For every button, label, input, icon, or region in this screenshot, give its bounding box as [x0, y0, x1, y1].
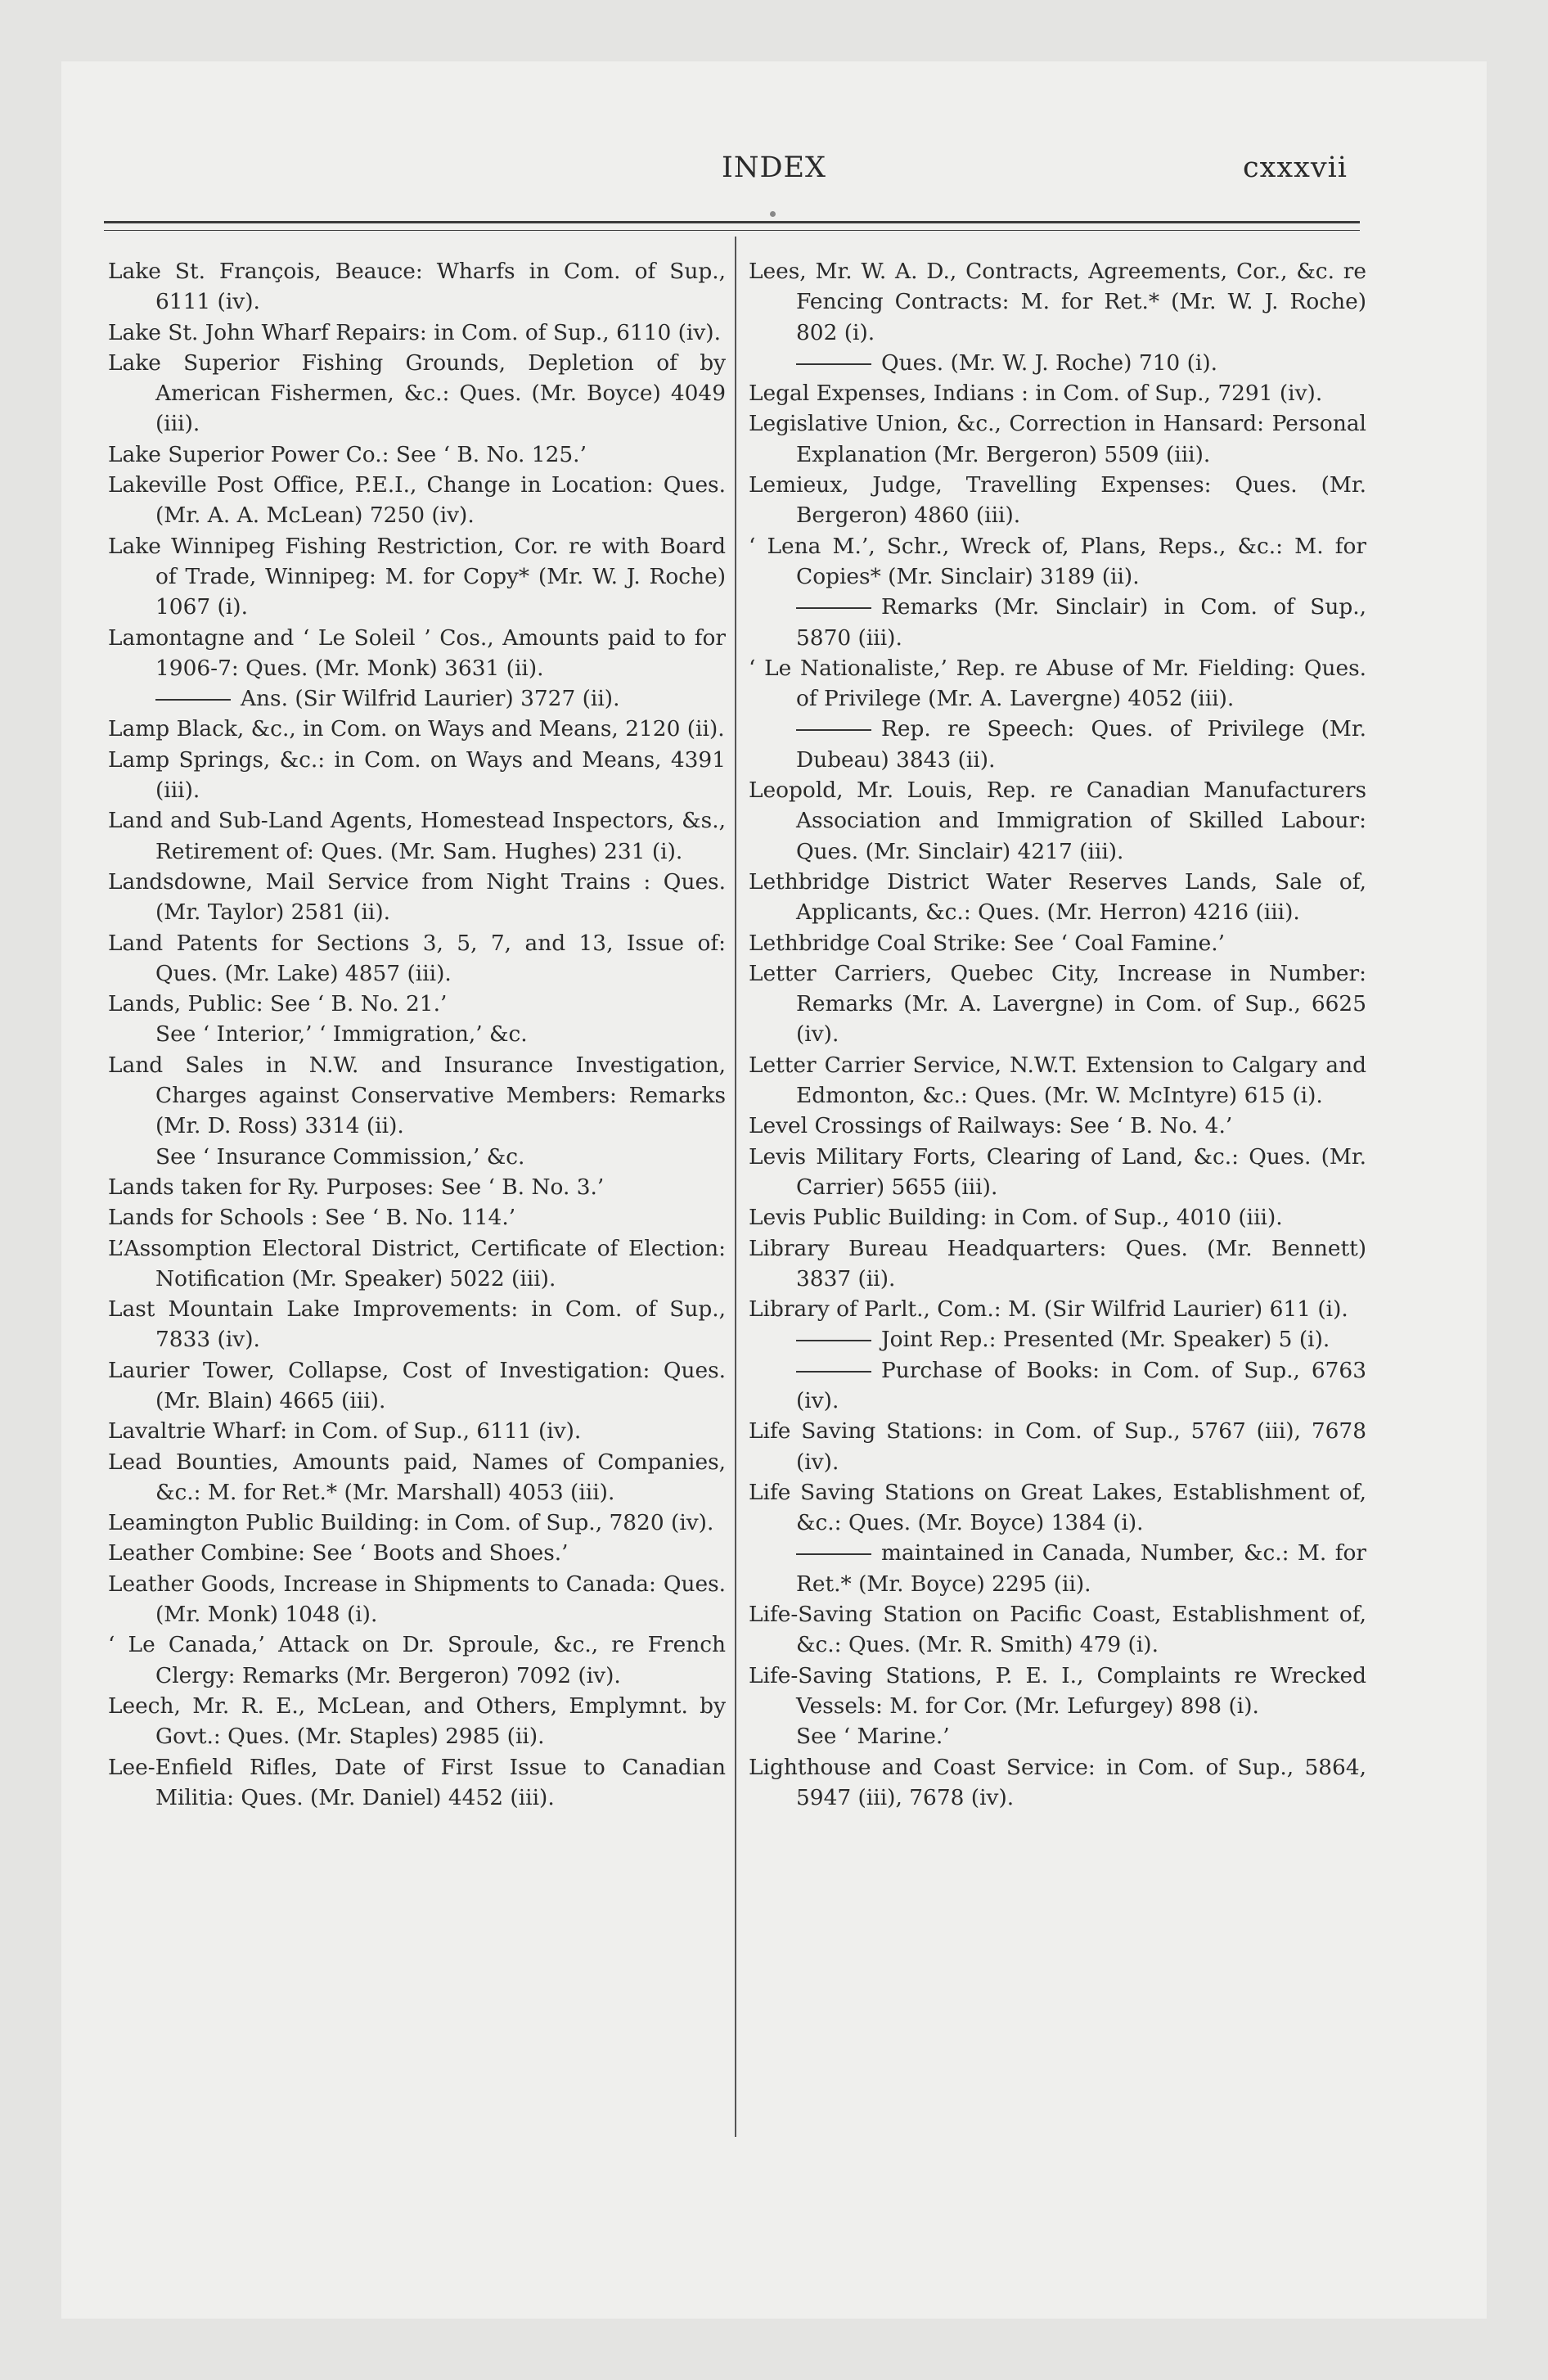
index-entry	[108, 683, 726, 714]
index-entry	[108, 714, 726, 744]
index-entry-text: Joint Rep.: Presented (Mr. Speaker) 5 (i).	[881, 1327, 1330, 1353]
index-entry-text: Letter Carrier Service, N.W.T. Extension to Calgary and Edmonton, &c.: Ques. (Mr. W. McIntyre) 615 (i).	[749, 1052, 1366, 1109]
index-entry-text: Lamp Springs, &c.: in Com. on Ways and Means, 4391 (iii).	[108, 746, 726, 804]
index-entry	[108, 1691, 726, 1752]
ditto-dash	[796, 1371, 871, 1373]
index-entry-text: Level Crossings of Railways: See ‘ B. No. 4.’	[749, 1113, 1233, 1139]
index-entry	[749, 1538, 1366, 1599]
right-column	[749, 256, 1366, 1813]
index-entry	[749, 928, 1366, 958]
index-entry-text: Leopold, Mr. Louis, Rep. re Canadian Manufacturers Association and Immigration of Skilled Labour: Ques. (Mr. Sinclair) 4217 (iii).	[749, 778, 1366, 864]
index-entry	[108, 1508, 726, 1538]
index-entry-text: Land and Sub-Land Agents, Homestead Inspectors, &s., Retirement of: Ques. (Mr. Sam. Hughes) 231 (i).	[108, 808, 726, 864]
column-divider	[735, 237, 736, 2137]
index-entry	[108, 531, 726, 623]
index-entry	[108, 1538, 726, 1568]
index-entry	[108, 805, 726, 867]
index-entry-text: Lighthouse and Coast Service: in Com. of Sup., 5864, 5947 (iii), 7678 (iv).	[749, 1754, 1366, 1810]
index-entry-text: Legislative Union, &c., Correction in Hansard: Personal Explanation (Mr. Bergeron) 5509 (iii).	[749, 411, 1366, 467]
index-entry-text: Life Saving Stations: in Com. of Sup., 5767 (iii), 7678 (iv).	[749, 1418, 1366, 1475]
index-entry	[749, 408, 1366, 470]
index-entry	[108, 1569, 726, 1630]
index-entry-text: Lands for Schools : See ‘ B. No. 114.’	[108, 1205, 516, 1231]
index-entry	[108, 623, 726, 684]
index-entry-text: Leather Goods, Increase in Shipments to Canada: Ques. (Mr. Monk) 1048 (i).	[108, 1571, 726, 1628]
index-entry-text: Lake Superior Fishing Grounds, Depletion of by American Fishermen, &c.: Ques. (Mr. Boyce) 4049 (iii).	[108, 349, 726, 437]
index-entry-text: Remarks (Mr. Sinclair) in Com. of Sup., 5870 (iii).	[796, 594, 1366, 651]
index-entry	[749, 378, 1366, 408]
index-entry	[108, 1142, 726, 1172]
index-entry	[749, 653, 1366, 714]
index-entry	[108, 318, 726, 348]
index-entry	[108, 1233, 726, 1295]
index-entry	[749, 1324, 1366, 1355]
index-page	[61, 61, 1487, 2319]
index-entry	[749, 1721, 1366, 1751]
index-entry-text: Library Bureau Headquarters: Ques. (Mr. Bennett) 3837 (ii).	[749, 1235, 1366, 1291]
index-entry-text: Levis Public Building: in Com. of Sup., 4010 (iii).	[749, 1205, 1283, 1231]
index-entry	[749, 1661, 1366, 1722]
index-entry-text: Ans. (Sir Wilfrid Laurier) 3727 (ii).	[241, 686, 620, 712]
index-entry	[108, 439, 726, 470]
index-entry-text: Leamington Public Building: in Com. of Sup., 7820 (iv).	[108, 1510, 714, 1536]
index-entry-text: Lethbridge Coal Strike: See ‘ Coal Famine.’	[749, 930, 1225, 956]
index-entry-text: Lakeville Post Office, P.E.I., Change in Location: Ques. (Mr. A. A. McLean) 7250 (iv).	[108, 472, 726, 529]
ditto-dash	[796, 607, 871, 609]
index-entry	[749, 256, 1366, 348]
index-entry-text: Leech, Mr. R. E., McLean, and Others, Emplymnt. by Govt.: Ques. (Mr. Staples) 2985 (ii).	[108, 1693, 726, 1750]
index-entry-text: Lamp Black, &c., in Com. on Ways and Means, 2120 (ii).	[108, 716, 725, 742]
ditto-dash	[796, 729, 871, 731]
index-entry-text: Lake St. John Wharf Repairs: in Com. of Sup., 6110 (iv).	[108, 319, 721, 345]
index-entry	[108, 1355, 726, 1417]
index-entry-text: Lead Bounties, Amounts paid, Names of Companies, &c.: M. for Ret.* (Mr. Marshall) 4053 (iii).	[108, 1449, 726, 1505]
index-entry-text: ‘ Le Canada,’ Attack on Dr. Sproule, &c., re French Clergy: Remarks (Mr. Bergeron) 7092 (iv).	[108, 1632, 726, 1688]
index-entry-text: Lands taken for Ry. Purposes: See ‘ B. No. 3.’	[108, 1174, 605, 1200]
index-entry	[108, 1752, 726, 1814]
index-entry-text: maintained in Canada, Number, &c.: M. for Ret.* (Mr. Boyce) 2295 (ii).	[796, 1540, 1366, 1597]
index-entry-text: Lake St. François, Beauce: Wharfs in Com. of Sup., 6111 (iv).	[108, 259, 726, 315]
header-rule-thin	[104, 230, 1360, 231]
index-entry-text: Lee-Enfield Rifles, Date of First Issue to Canadian Militia: Ques. (Mr. Daniel) 4452 (iii).	[108, 1754, 726, 1810]
index-entry	[108, 867, 726, 928]
index-entry-text: Lamontagne and ‘ Le Soleil ’ Cos., Amounts paid to for 1906-7: Ques. (Mr. Monk) 3631 (ii).	[108, 624, 726, 681]
index-entry	[108, 348, 726, 439]
index-entry-text: Life Saving Stations on Great Lakes, Establishment of, &c.: Ques. (Mr. Boyce) 1384 (i).	[749, 1479, 1366, 1536]
index-entry-text: Life-Saving Station on Pacific Coast, Establishment of, &c.: Ques. (Mr. R. Smith) 479 (i).	[749, 1602, 1366, 1658]
ditto-dash	[155, 699, 231, 701]
index-entry-text: Letter Carriers, Quebec City, Increase in Number: Remarks (Mr. A. Lavergne) in Com. of Sup., 6625 (iv).	[749, 960, 1366, 1048]
index-entry	[749, 714, 1366, 775]
index-entry-text: Lands, Public: See ‘ B. No. 21.’	[108, 991, 448, 1017]
ink-dot	[770, 211, 776, 217]
index-entry	[749, 1599, 1366, 1661]
index-entry	[749, 775, 1366, 867]
page-title: INDEX	[722, 151, 826, 184]
index-entry-text: L’Assomption Electoral District, Certificate of Election: Notification (Mr. Speaker) 5022 (iii).	[108, 1235, 726, 1291]
index-entry-text: Rep. re Speech: Ques. of Privilege (Mr. Dubeau) 3843 (ii).	[796, 716, 1366, 773]
index-entry	[108, 1019, 726, 1049]
index-entry	[749, 1294, 1366, 1324]
index-entry-text: ‘ Lena M.’, Schr., Wreck of, Plans, Reps., &c.: M. for Copies* (Mr. Sinclair) 3189 (ii).	[749, 533, 1366, 589]
page-number: cxxxvii	[1243, 151, 1348, 184]
index-entry	[749, 958, 1366, 1050]
index-entry	[749, 1416, 1366, 1477]
index-entry	[749, 1355, 1366, 1417]
index-entry-text: Ques. (Mr. W. J. Roche) 710 (i).	[881, 349, 1217, 376]
ditto-dash	[796, 1553, 871, 1555]
index-entry-text: Life-Saving Stations, P. E. I., Complaints re Wrecked Vessels: M. for Cor. (Mr. Lefurgey) 898 (i).	[749, 1662, 1366, 1719]
index-entry-text: See ‘ Marine.’	[796, 1724, 950, 1750]
header-rule	[104, 221, 1360, 223]
index-entry	[749, 1202, 1366, 1233]
index-entry	[108, 1294, 726, 1355]
index-entry-text: Lemieux, Judge, Travelling Expenses: Ques. (Mr. Bergeron) 4860 (iii).	[749, 472, 1366, 529]
index-entry	[108, 470, 726, 531]
index-entry	[108, 745, 726, 806]
ditto-dash	[796, 1340, 871, 1341]
index-entry-text: Library of Parlt., Com.: M. (Sir Wilfrid Laurier) 611 (i).	[749, 1296, 1348, 1323]
index-entry-text: Lethbridge District Water Reserves Lands, Sale of, Applicants, &c.: Ques. (Mr. Herron) 4216 (iii).	[749, 868, 1366, 926]
index-entry	[749, 592, 1366, 653]
index-entry	[108, 1416, 726, 1446]
index-entry-text: Laurier Tower, Collapse, Cost of Investigation: Ques. (Mr. Blain) 4665 (iii).	[108, 1357, 726, 1413]
index-entry	[108, 1202, 726, 1233]
index-entry-text: See ‘ Insurance Commission,’ &c.	[155, 1143, 525, 1170]
index-entry	[749, 470, 1366, 531]
index-entry	[749, 1752, 1366, 1814]
index-entry	[108, 1447, 726, 1508]
index-entry-text: Legal Expenses, Indians : in Com. of Sup., 7291 (iv).	[749, 381, 1323, 407]
index-entry-text: Land Patents for Sections 3, 5, 7, and 13, Issue of: Ques. (Mr. Lake) 4857 (iii).	[108, 930, 726, 986]
index-entry	[108, 1629, 726, 1691]
index-entry	[749, 531, 1366, 593]
index-entry-text: See ‘ Interior,’ ‘ Immigration,’ &c.	[155, 1021, 528, 1048]
index-entry-text: Landsdowne, Mail Service from Night Trains : Ques. (Mr. Taylor) 2581 (ii).	[108, 868, 726, 926]
index-entry	[749, 348, 1366, 378]
index-entry-text: Last Mountain Lake Improvements: in Com. of Sup., 7833 (iv).	[108, 1296, 726, 1353]
index-entry	[108, 256, 726, 318]
index-entry-text: Lake Winnipeg Fishing Restriction, Cor. re with Board of Trade, Winnipeg: M. for Copy* (Mr. W. J. Roche) 1067 (i).	[108, 533, 726, 620]
index-entry	[749, 867, 1366, 928]
index-entry-text: Leather Combine: See ‘ Boots and Shoes.’	[108, 1540, 569, 1566]
index-entry	[749, 1142, 1366, 1203]
index-entry-text: Land Sales in N.W. and Insurance Investigation, Charges against Conservative Members: Remarks (Mr. D. Ross) 3314 (ii).	[108, 1052, 726, 1139]
index-entry-text: Lees, Mr. W. A. D., Contracts, Agreements, Cor., &c. re Fencing Contracts: M. for Ret.* (Mr. W. J. Roche) 802 (i).	[749, 259, 1366, 345]
index-entry-text: ‘ Le Nationaliste,’ Rep. re Abuse of Mr. Fielding: Ques. of Privilege (Mr. A. Lavergne) 4052 (iii).	[749, 655, 1366, 712]
index-entry-text: Purchase of Books: in Com. of Sup., 6763 (iv).	[796, 1357, 1366, 1413]
index-entry-text: Lavaltrie Wharf: in Com. of Sup., 6111 (iv).	[108, 1418, 582, 1445]
index-entry	[108, 928, 726, 989]
page-header	[61, 151, 1487, 201]
index-entry-text: Lake Superior Power Co.: See ‘ B. No. 125.’	[108, 441, 587, 467]
index-entry	[108, 1172, 726, 1202]
index-entry	[749, 1233, 1366, 1295]
index-entry	[749, 1477, 1366, 1539]
index-entry	[749, 1111, 1366, 1141]
index-entry	[749, 1050, 1366, 1111]
index-entry	[108, 989, 726, 1019]
index-entry-text: Levis Military Forts, Clearing of Land, &c.: Ques. (Mr. Carrier) 5655 (iii).	[749, 1143, 1366, 1200]
ditto-dash	[796, 363, 871, 365]
left-column	[108, 256, 726, 1813]
index-entry	[108, 1050, 726, 1142]
